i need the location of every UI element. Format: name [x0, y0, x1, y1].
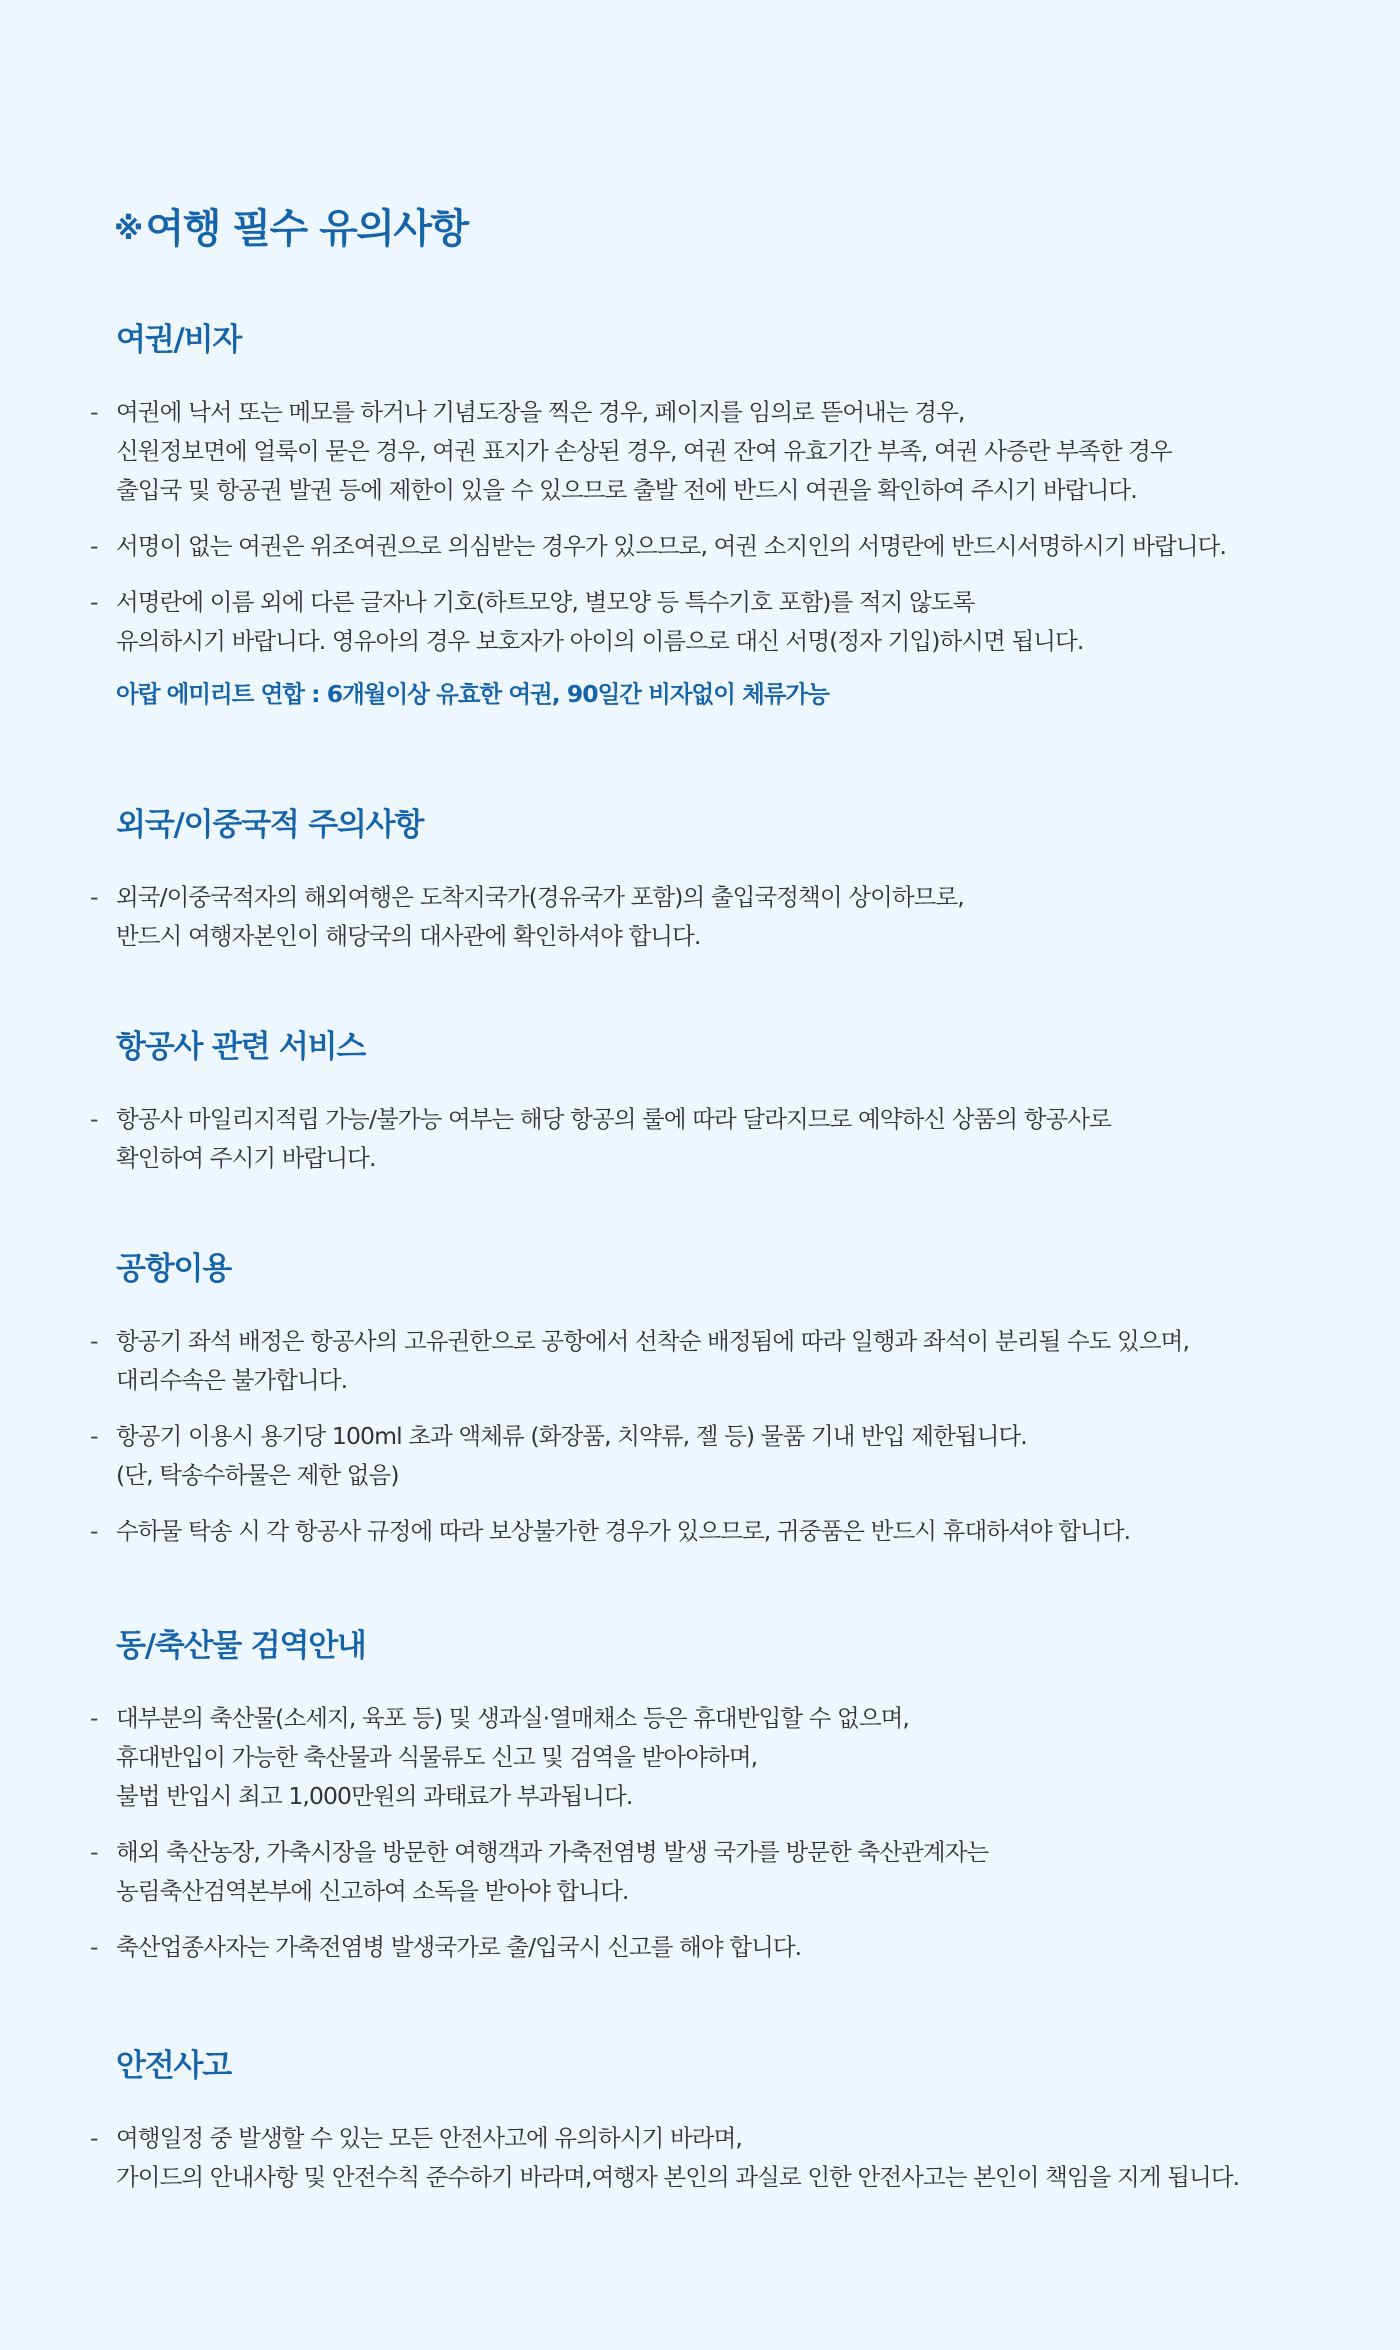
section-airline-service — [88, 1027, 1318, 1178]
section-title: 외국/이중국적 주의사항 — [116, 807, 424, 843]
bullet-dash: - — [90, 1422, 98, 1450]
bullet-dash: - — [90, 1704, 98, 1732]
bullet-dash: - — [90, 532, 98, 560]
item-line: 여권에 낙서 또는 메모를 하거나 기념도장을 찍은 경우, 페이지를 임의로 뜯어내는 경우, — [116, 398, 965, 426]
list-item — [88, 1322, 1318, 1400]
item-line: 축산업종사자는 가축전염병 발생국가로 출/입국시 신고를 해야 합니다. — [116, 1933, 802, 1961]
item-line: 여행일정 중 발생할 수 있는 모든 안전사고에 유의하시기 바라며, — [116, 2124, 742, 2152]
foreign-list — [88, 878, 1318, 956]
item-line: 서명란에 이름 외에 다른 글자나 기호(하트모양, 별모양 등 특수기호 포함)를 적지 않도록 — [116, 588, 975, 616]
item-line: 신원정보면에 얼룩이 묻은 경우, 여권 표지가 손상된 경우, 여권 잔여 유효기간 부족, 여권 사증란 부족한 경우 — [116, 437, 1172, 465]
bullet-dash: - — [90, 1933, 98, 1961]
list-item — [88, 878, 1318, 956]
item-line: 대부분의 축산물(소세지, 육포 등) 및 생과실·열매채소 등은 휴대반입할 수 없으며, — [116, 1704, 910, 1732]
list-item — [88, 1417, 1318, 1495]
quarantine-list — [88, 1699, 1318, 1967]
list-item — [88, 583, 1318, 661]
list-item — [88, 393, 1318, 510]
bullet-dash: - — [90, 2124, 98, 2152]
item-line: 해외 축산농장, 가축시장을 방문한 여행객과 가축전염병 발생 국가를 방문한 축산관계자는 — [116, 1838, 989, 1866]
item-line: 가이드의 안내사항 및 안전수칙 준수하기 바라며,여행자 본인의 과실로 인한 안전사고는 본인이 책임을 지게 됩니다. — [116, 2163, 1240, 2191]
item-line: 수하물 탁송 시 각 항공사 규정에 따라 보상불가한 경우가 있으므로, 귀중품은 반드시 휴대하셔야 합니다. — [116, 1517, 1131, 1545]
bullet-dash: - — [90, 1327, 98, 1355]
section-safety-accident — [88, 2046, 1318, 2197]
item-line: 항공사 마일리지적립 가능/불가능 여부는 해당 항공의 룰에 따라 달라지므로 예약하신 상품의 항공사로 — [116, 1105, 1111, 1133]
section-foreign-dual-citizenship — [88, 805, 1318, 956]
bullet-dash: - — [90, 1517, 98, 1545]
item-line: 출입국 및 항공권 발권 등에 제한이 있을 수 있으므로 출발 전에 반드시 여권을 확인하여 주시기 바랍니다. — [116, 476, 1137, 504]
reference-mark: ※ — [114, 211, 142, 247]
list-item — [88, 1928, 1318, 1967]
list-item — [88, 1100, 1318, 1178]
section-title: 동/축산물 검역안내 — [116, 1628, 366, 1664]
airline-list — [88, 1100, 1318, 1178]
item-line: 유의하시기 바랍니다. 영유아의 경우 보호자가 아이의 이름으로 대신 서명(정자 기입)하시면 됩니다. — [116, 627, 1084, 655]
item-line: 대리수속은 불가합니다. — [116, 1366, 348, 1394]
item-line: (단, 탁송수하물은 제한 없음) — [116, 1461, 399, 1489]
item-line: 외국/이중국적자의 해외여행은 도착지국가(경유국가 포함)의 출입국정책이 상이하므로, — [116, 883, 964, 911]
item-line: 농림축산검역본부에 신고하여 소독을 받아야 합니다. — [116, 1877, 629, 1905]
item-line: 항공기 이용시 용기당 100ml 초과 액체류 (화장품, 치약류, 젤 등) 물품 기내 반입 제한됩니다. — [116, 1422, 1027, 1450]
passport-list — [88, 393, 1318, 661]
item-line: 확인하여 주시기 바랍니다. — [116, 1144, 376, 1172]
bullet-dash: - — [90, 1838, 98, 1866]
bullet-dash: - — [90, 1105, 98, 1133]
page-title — [114, 197, 468, 254]
item-line: 항공기 좌석 배정은 항공사의 고유권한으로 공항에서 선착순 배정됨에 따라 일행과 좌석이 분리될 수도 있으며, — [116, 1327, 1190, 1355]
bullet-dash: - — [90, 588, 98, 616]
item-line: 반드시 여행자본인이 해당국의 대사관에 확인하셔야 합니다. — [116, 922, 701, 950]
item-line: 서명이 없는 여권은 위조여권으로 의심받는 경우가 있으므로, 여권 소지인의 서명란에 반드시서명하시기 바랍니다. — [116, 532, 1227, 560]
section-title: 공항이용 — [116, 1251, 231, 1287]
airport-list — [88, 1322, 1318, 1551]
list-item — [88, 1699, 1318, 1816]
section-title: 여권/비자 — [116, 322, 242, 358]
bullet-dash: - — [90, 883, 98, 911]
section-title: 안전사고 — [116, 2048, 231, 2084]
section-livestock-quarantine — [88, 1626, 1318, 1967]
section-airport-use — [88, 1249, 1318, 1551]
list-item — [88, 2119, 1318, 2197]
page-title-text: 여행 필수 유의사항 — [145, 205, 468, 252]
list-item — [88, 1512, 1318, 1551]
item-line: 불법 반입시 최고 1,000만원의 과태료가 부과됩니다. — [116, 1782, 633, 1810]
section-title: 항공사 관련 서비스 — [116, 1029, 366, 1065]
visa-highlight-note: 아랍 에미리트 연합 : 6개월이상 유효한 여권, 90일간 비자없이 체류가능 — [116, 680, 829, 708]
item-line: 휴대반입이 가능한 축산물과 식물류도 신고 및 검역을 받아야하며, — [116, 1743, 758, 1771]
section-passport-visa — [88, 320, 1318, 714]
safety-list — [88, 2119, 1318, 2197]
bullet-dash: - — [90, 398, 98, 426]
list-item — [88, 1833, 1318, 1911]
list-item — [88, 527, 1318, 566]
